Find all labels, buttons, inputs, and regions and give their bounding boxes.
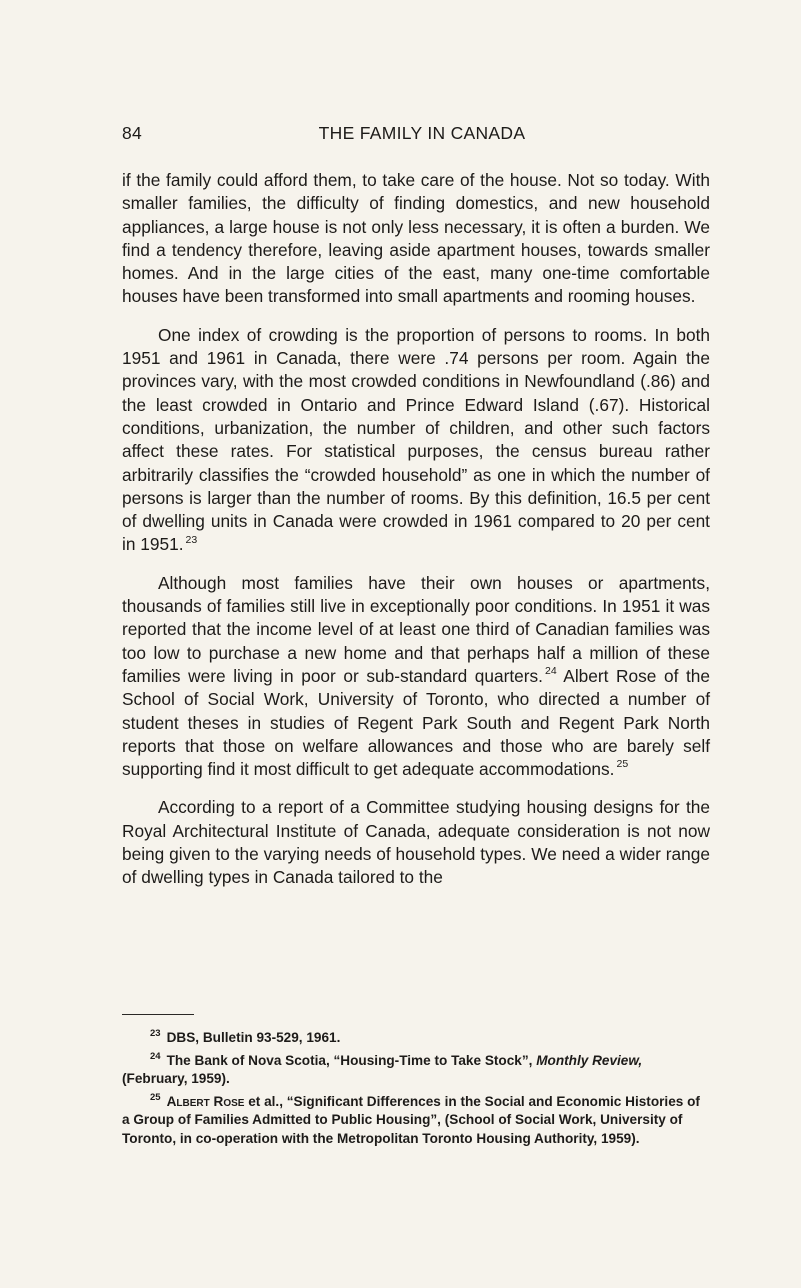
footnote-ref-23[interactable]: 23 bbox=[185, 533, 198, 546]
footnote-divider bbox=[122, 1014, 194, 1015]
footnote-number: 23 bbox=[150, 1028, 161, 1040]
paragraph-2 bbox=[122, 324, 710, 557]
footnotes bbox=[122, 1029, 710, 1152]
body-text bbox=[122, 169, 710, 905]
footnote-ref-24[interactable]: 24 bbox=[544, 665, 557, 678]
paragraph-3-text-b: Albert Rose of the School of Social Work, University of Toronto, who directed a number of student theses in studies of Regent Park South and Regent Park North reports that those on welfare allowances and those who are barely self supporting find it most difficult to get adequate accommodations. bbox=[122, 665, 710, 780]
running-head bbox=[122, 120, 712, 150]
footnote-text: et al., “Significant Differences in the Social and Economic Histories of a Group of Families Admitted to Public Housing”, (School of Social Work, University of Toronto, in co-operation with the Metropolitan Toronto Housing Authority, 1959). bbox=[122, 1093, 700, 1146]
paragraph-4 bbox=[122, 796, 710, 889]
footnote-text: The Bank of Nova Scotia, “Housing-Time to Take Stock”, bbox=[166, 1052, 537, 1068]
paragraph-3 bbox=[122, 572, 710, 782]
paragraph-1-text: if the family could afford them, to take care of the house. Not so today. With smaller families, the difficulty of finding domestics, and new household appliances, a large house is not only less necessary, it is often a burden. We find a tendency therefore, leaving aside apartment houses, towards smaller homes. And in the large cities of the east, many one-time comfortable houses have been transformed into small apartments and rooming houses. bbox=[122, 170, 710, 307]
paragraph-1 bbox=[122, 169, 710, 309]
paragraph-4-text: According to a report of a Committee studying housing designs for the Royal Architectural Institute of Canada, adequate consideration is not now being given to the varying needs of household types. We need a wider range of dwelling types in Canada tailored to the bbox=[122, 797, 710, 888]
footnote-number: 25 bbox=[150, 1091, 161, 1103]
footnote-24 bbox=[122, 1052, 710, 1089]
footnote-number: 24 bbox=[150, 1050, 161, 1062]
footnote-ref-25[interactable]: 25 bbox=[616, 758, 629, 771]
page-number: 84 bbox=[122, 123, 143, 143]
running-title: THE FAMILY IN CANADA bbox=[318, 123, 526, 143]
footnote-text: DBS, Bulletin 93-529, 1961. bbox=[166, 1030, 341, 1045]
footnote-text-end: (February, 1959). bbox=[122, 1071, 230, 1086]
footnote-25 bbox=[122, 1093, 710, 1149]
paragraph-2-text: One index of crowding is the proportion of persons to rooms. In both 1951 and 1961 in Canada, there were .74 persons per room. Again the provinces vary, with the most crowded conditions in Newfoundland (.86) and the least crowded in Ontario and Prince Edward Island (.67). Historical conditions, urbanization, the number of children, and other such factors affect these rates. For statistical purposes, the census bureau rather arbitrarily classifies the “crowded household” as one in which the number of persons is larger than the number of rooms. By this definition, 16.5 per cent of dwelling units in Canada were crowded in 1961 compared to 20 per cent in 1951. bbox=[122, 324, 710, 555]
footnote-journal-title: Monthly Review, bbox=[536, 1052, 643, 1068]
footnote-23 bbox=[122, 1029, 710, 1048]
paragraph-3-text-a: Although most families have their own houses or apartments, thousands of families still live in exceptionally poor conditions. In 1951 it was reported that the income level of at least one third of Canadian families was too low to purchase a new home and that perhaps half a million of these families were living in poor or sub-standard quarters. bbox=[122, 572, 710, 686]
footnote-author: Albert Rose bbox=[166, 1093, 245, 1109]
